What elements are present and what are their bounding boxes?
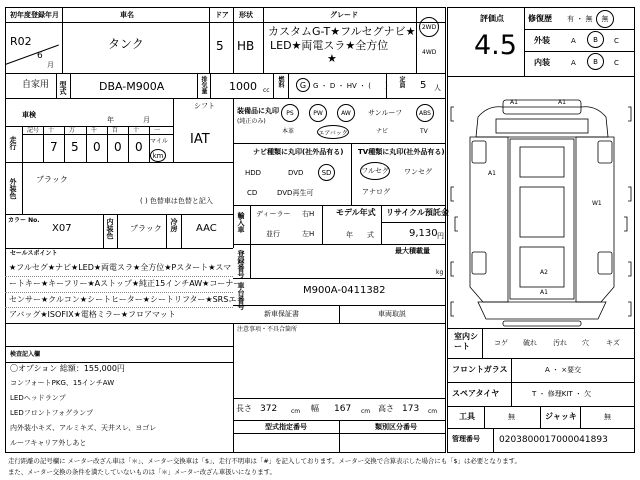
diagram-label-rear: A2 <box>540 269 548 276</box>
diagram-label-right-wheel: W1 <box>592 200 602 207</box>
grade-line2: LED★両電スラ★全方位 <box>270 39 389 52</box>
exterior-grade-c: C <box>614 37 619 45</box>
displacement-unit: cc <box>263 87 270 94</box>
vin-value: M900A-0411382 <box>303 285 386 296</box>
note-line-5: 内外装小キズ、アルミキズ、天井スレ、ヨゴレ <box>10 424 157 432</box>
sales-line-3: センサー★クルコン★シートヒーター★シートリフター★SRSエ <box>9 295 237 304</box>
equipment-item-3: サンルーフ <box>368 109 403 117</box>
car-damage-diagram <box>448 77 634 327</box>
mgmt-value: 0203800017000041893 <box>499 435 608 445</box>
sales-points-label: セールスポイント <box>10 250 58 257</box>
import-dealer: ディーラー <box>256 210 291 218</box>
navi-dvd: DVD <box>288 169 304 177</box>
shift-value: IAT <box>190 132 210 147</box>
repair-options: 有 ・ 無 <box>567 15 593 23</box>
capacity-unit: 人 <box>434 84 441 92</box>
inspection-label: 車検 <box>22 111 36 119</box>
displacement-value: 1000 <box>229 80 257 93</box>
mileage-digit-divider <box>128 126 129 162</box>
equipment-row2-item-3: TV <box>420 128 428 135</box>
mileage-digit-divider <box>86 126 87 162</box>
mileage-digit-label: 千 <box>91 127 98 134</box>
recycle-amount: 9,130 <box>409 228 438 239</box>
score-value: 4.5 <box>474 30 517 61</box>
shape-label: 形状 <box>239 11 253 19</box>
equipment-row2-item-1: エアバック <box>317 125 349 139</box>
diagram-label-left-door: A1 <box>488 170 496 177</box>
exterior-color: ブラック <box>36 175 68 184</box>
length-label: 長さ <box>236 404 252 413</box>
glass-value: A ・ ×要交 <box>545 366 582 374</box>
tools-value: 無 <box>508 413 515 421</box>
sales-line-4: アバッグ★ISOFIX★電格ミラー★フロアマット <box>9 310 176 319</box>
repair-label: 修復歴 <box>528 14 552 23</box>
interior-grade-c: C <box>614 59 619 67</box>
remarks-label: 注意事項・不具合箇所 <box>237 326 298 333</box>
seat-item: キズ <box>606 339 620 347</box>
equipment-item-2: AW <box>337 104 355 122</box>
height-label: 高さ <box>378 404 394 413</box>
max-load-label: 最大積載量 <box>395 247 430 255</box>
model-year-label: モデル年式 <box>336 208 376 217</box>
interior-grade-b: B <box>587 53 604 70</box>
mileage-digit-label: 百 <box>112 127 119 134</box>
height-value: 173 <box>402 404 420 414</box>
drive-2wd: 2WD <box>419 17 439 37</box>
registration-number-label: 登録番号 <box>237 250 245 278</box>
footer-line-2: また、メーター交換の条件を満たしていないものは「＊」メーター改ざん車扱いになります。 <box>8 468 276 476</box>
equipment-row2-item-0: 本革 <box>282 128 295 135</box>
navi-sd: SD <box>318 164 335 181</box>
mileage-digit: 0 <box>135 140 143 154</box>
fuel-options: G ・ D ・ HV ・ ( ) <box>313 82 388 90</box>
fuel-label: 燃料 <box>277 76 284 88</box>
model-label: 車名 <box>120 11 134 19</box>
notes-label: 検査記入欄 <box>10 351 41 358</box>
mileage-digit-label: 一 <box>154 127 161 134</box>
color-code: X07 <box>52 223 72 234</box>
mileage-digit-divider <box>107 126 108 162</box>
jack-value: 無 <box>604 413 611 421</box>
recycle-unit: 円 <box>437 232 444 240</box>
mileage-digit-label: 十 <box>48 127 55 134</box>
equipment-sublabel: (純正のみ) <box>237 118 266 125</box>
seat-item: 汚れ <box>553 339 567 347</box>
unit-mile: マイル <box>150 138 168 145</box>
note-line-3: LEDヘッドランプ <box>10 394 66 402</box>
note-line-1: 〇オプション 総額：155,000円 <box>10 364 125 373</box>
tools-label: 工具 <box>459 412 475 421</box>
drive-4wd: 4WD <box>422 49 437 56</box>
length-unit: cm <box>291 408 301 415</box>
mgmt-label: 管理番号 <box>452 435 480 443</box>
class-number-label: 類別区分番号 <box>375 423 417 431</box>
mileage-digit-label: 記号 <box>27 127 40 134</box>
seat-item: 穴 <box>582 339 589 347</box>
grade-line1: カスタムG-T★フルセグナビ★ <box>268 25 416 38</box>
first-reg-label: 初年度登録年月 <box>10 11 59 19</box>
grade-line3: ★ <box>327 52 337 65</box>
fuel-g-circle: G <box>296 78 310 92</box>
first-reg-year: R02 <box>10 35 32 48</box>
equipment-label: 装備品に丸印 <box>237 107 279 115</box>
doors-label: ドア <box>215 11 229 19</box>
max-load-unit: kg <box>436 269 444 276</box>
diagram-label-front-right: A1 <box>558 99 566 106</box>
interior-color-label: 内装色 <box>106 218 114 239</box>
sales-line-2: ートキー★キーフリー★Aストップ★純正15インチAW★コーナー <box>9 279 242 288</box>
navi-dvd-play: DVD再生可 <box>277 189 314 197</box>
jack-label: ジャッキ <box>545 412 577 421</box>
import-right: 右H <box>302 210 315 218</box>
vin-label: 車台番号 <box>237 282 245 310</box>
type-value: DBA-M900A <box>99 80 165 93</box>
tv-oneseg: ワンセグ <box>404 168 432 176</box>
exterior-grade-a: A <box>571 37 576 45</box>
shift-label: シフト <box>194 102 215 110</box>
mileage-digit-label: 万 <box>69 127 76 134</box>
import-label: 輸入車 <box>237 212 245 233</box>
tv-label: TV種類に丸印(社外品有る) <box>358 148 445 156</box>
exterior-grade-b: B <box>587 31 604 48</box>
interior-grade-a: A <box>571 59 576 67</box>
repair-selected-circle: 無 <box>596 10 614 28</box>
model-year-unit: 年 式 <box>346 231 374 239</box>
score-label: 評価点 <box>480 14 504 23</box>
recycle-label: リサイクル預託金 <box>386 208 449 217</box>
navi-cd: CD <box>247 189 258 197</box>
equipment-item-0: PS <box>281 104 299 122</box>
note-line-4: LEDフロントフォグランプ <box>10 409 94 417</box>
mileage-digit: 0 <box>93 140 101 154</box>
import-left: 左H <box>302 230 315 238</box>
model-name: タンク <box>108 37 144 51</box>
manual-label: 車両取説 <box>378 310 406 318</box>
equipment-item-4: ABS <box>416 104 434 122</box>
equipment-item-1: PW <box>309 104 327 122</box>
shape-value: HB <box>237 39 255 53</box>
height-unit: cm <box>428 408 438 415</box>
glass-label: フロントガラス <box>452 365 508 374</box>
spare-label: スペアタイヤ <box>452 389 500 398</box>
capacity-label: 定員 <box>398 76 405 88</box>
tv-analog: アナログ <box>362 188 390 196</box>
exterior-label: 外装色 <box>9 178 17 199</box>
seat-item: コゲ <box>494 339 508 347</box>
diagram-label-front: A1 <box>510 99 518 106</box>
exterior-note: ( ) 色替車は色替と記入 <box>140 197 213 205</box>
note-line-2: コンフォートPKG、15インチAW <box>10 379 115 387</box>
spare-value: T ・ 修理KIT ・ 欠 <box>532 390 592 398</box>
navi-label: ナビ種類に丸印(社外品有る) <box>253 148 344 156</box>
seat-label: 室内シート <box>454 332 478 352</box>
mileage-label: 走行 <box>9 136 17 150</box>
note-line-6: ルーフキャリア外しあと <box>10 439 87 447</box>
doors-value: 5 <box>216 39 224 53</box>
warranty-label: 新車保証書 <box>264 310 299 318</box>
color-code-label: カラー No. <box>8 217 40 224</box>
ac-value: AAC <box>196 223 217 234</box>
width-value: 167 <box>334 404 352 414</box>
mileage-digit-divider <box>43 126 44 162</box>
grade-label: グレード <box>330 11 358 19</box>
import-parallel: 並行 <box>266 230 280 238</box>
seat-item: 破れ <box>523 339 537 347</box>
inspection-year: 年 <box>107 116 114 124</box>
mileage-digit-divider <box>64 126 65 162</box>
width-unit: cm <box>361 408 371 415</box>
first-reg-month: 6 <box>37 51 43 61</box>
first-reg-month-unit: 月 <box>47 61 54 69</box>
mileage-digit: 0 <box>114 140 122 154</box>
interior-grade-label: 内装 <box>534 58 550 67</box>
capacity-value: 5 <box>420 80 427 91</box>
mileage-digit-label: 十 <box>133 127 140 134</box>
width-label: 幅 <box>311 404 319 413</box>
navi-hdd: HDD <box>245 169 262 177</box>
sales-line-1: ★フルセグ★ナビ★LED★両電スラ★全方位★Pスタート★スマ <box>9 263 232 272</box>
tv-fullseg: フルセグ <box>360 162 390 180</box>
use-value: 自家用 <box>22 80 50 90</box>
equipment-row2-item-2: ナビ <box>376 128 389 135</box>
diagram-label-rear-bumper: A1 <box>540 289 548 296</box>
type-label: 型式 <box>59 81 67 95</box>
length-value: 372 <box>260 404 278 414</box>
displacement-label: 排気量 <box>200 76 207 94</box>
footer-line-1: 走行距離の記号欄に メーター改ざん車は「＊」、メーター交換車は「$」、走行不明車は「#」を記入しております。メーター交換で合算表示した場合にも「$」は必要となります。 <box>8 457 521 465</box>
ac-label: 冷房 <box>170 218 178 232</box>
exterior-grade-label: 外装 <box>534 36 550 45</box>
mileage-digit: 7 <box>50 140 58 154</box>
unit-km-circle: km <box>150 149 166 162</box>
interior-color: ブラック <box>130 224 162 233</box>
cert-number-label: 型式指定番号 <box>265 423 307 431</box>
inspection-month: 月 <box>143 116 150 124</box>
mileage-digit: 5 <box>71 140 79 154</box>
